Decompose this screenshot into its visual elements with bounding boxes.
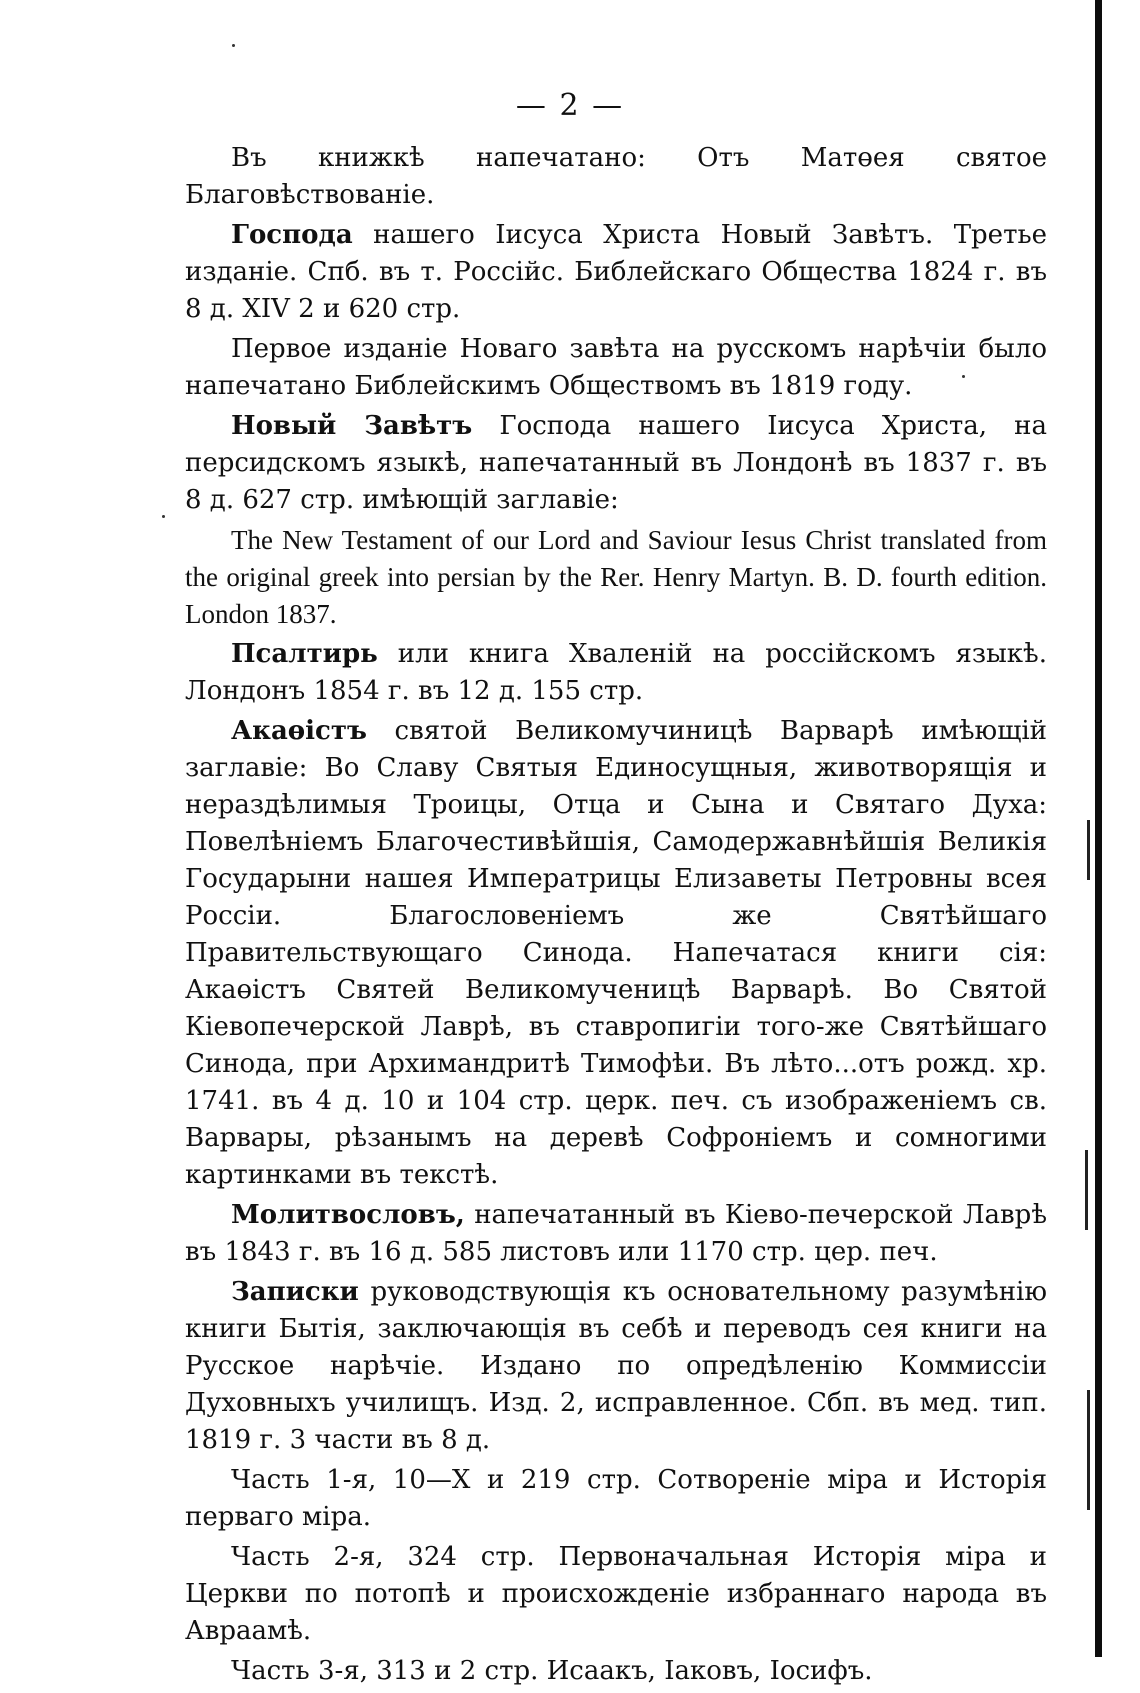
- entry-notes-genesis: [185, 1274, 1047, 1459]
- edge-mark: [1087, 820, 1090, 880]
- entry-text: Часть 2-я, 324 стр. Первоначальная Исторія міра и Церкви по потопѣ и происхожденіе избраннаго народа въ Авраамѣ.: [185, 1542, 1047, 1646]
- entry-text: напечатанный въ Кіево-печерской Лаврѣ въ 1843 г. въ 16 д. 585 листовъ или 1170 стр. цер. печ.: [185, 1200, 1048, 1267]
- entry-english-title: [185, 522, 1047, 633]
- entry-text: святой Великомучиницѣ Варварѣ имѣющій заглавіе: Во Славу Святыя Единосущныя, животворящія и нераздѣлимыя Троицы, Отца и Сына и Святаго Духа: Повелѣніемъ Благочестивѣйшія, Самодержавнѣйшія Великія Государыни нашея Императрицы Елизаветы Петровны всея Россіи. Благословеніемъ же Святѣйшаго Правительствующаго Синода. Напечатася книги сія: Акаөістъ Святей Великомученицѣ Варварѣ. Во Святой Кіевопечерской Лаврѣ, въ ставропигіи того-же Святѣйшаго Синода, при Архимандритѣ Тимофѣи. Въ лѣто...отъ рожд. хр. 1741. въ 4 д. 10 и 104 стр. церк. печ. съ изображеніемъ св. Варвары, рѣзанымъ на деревѣ Софроніемъ и сомногими картинками въ текстѣ.: [185, 716, 1048, 1190]
- entry-lead: Акаөістъ: [231, 716, 367, 746]
- print-speck: [232, 44, 235, 47]
- entry-text: Первое изданіе Новаго завѣта на русскомъ нарѣчіи было напечатано Библейскимъ Обществомъ въ 1819 году.: [185, 334, 1047, 401]
- entry-psalter: [185, 636, 1047, 710]
- entry-new-testament-1824: [185, 217, 1047, 328]
- entry-text: нашего Іисуса Христа Новый Завѣтъ. Третье изданіе. Спб. въ т. Россійс. Библейскаго Общества 1824 г. въ 8 д. XIV 2 и 620 стр.: [185, 220, 1047, 324]
- entry-part-2: [185, 1539, 1047, 1650]
- entry-lead: Госпoда: [231, 220, 353, 250]
- entry-text: Въ книжкѣ напечатано: Отъ Матөея святое Благовѣствованіе.: [185, 143, 1047, 210]
- entry-lead: Записки: [231, 1277, 359, 1307]
- entry-text: Господа нашего Іисуса Христа, на персидскомъ языкѣ, напечатанный въ Лондонѣ въ 1837 г. въ 8 д. 627 стр. имѣющій заглавіе:: [185, 411, 1047, 515]
- entry-text: или книга Хваленій на россійскомъ языкѣ. Лондонъ 1854 г. въ 12 д. 155 стр.: [185, 639, 1047, 706]
- entry-lead: Молитвословъ,: [231, 1200, 465, 1230]
- entry-akathist: [185, 713, 1047, 1194]
- entry-lead: Псалтирь: [231, 639, 378, 669]
- entry-text: The New Testament of our Lord and Saviour Iesus Christ translated from the original greek into persian by the Rer. Henry Martyn. B. D. fourth edition. London 1837.: [185, 525, 1047, 629]
- entry-text: руководствующія къ основательному разумѣнію книги Бытія, заключающія въ себѣ и переводъ сея книги на Русское нарѣчіе. Издано по опредѣленію Коммиссіи Духовныхъ училищъ. Изд. 2, исправленное. Сбп. въ мед. тип. 1819 г. 3 части въ 8 д.: [185, 1277, 1047, 1455]
- entry-part-3: [185, 1653, 1047, 1690]
- entry-first-edition-note: [185, 331, 1047, 405]
- entry-prayer-book: [185, 1197, 1047, 1271]
- page-edge-shadow: [1095, 0, 1102, 1657]
- edge-mark: [1087, 1390, 1090, 1510]
- entry-part-1: [185, 1462, 1047, 1536]
- print-speck: [162, 515, 165, 518]
- entry-lead: Новый Завѣтъ: [231, 411, 473, 441]
- edge-mark: [1085, 1150, 1088, 1230]
- entry-colophon: [185, 140, 1047, 214]
- page-body: [185, 140, 1047, 1693]
- entry-text: Часть 1-я, 10—X и 219 стр. Сотвореніе міра и Исторія перваго міра.: [185, 1465, 1047, 1532]
- page-number: — 2 —: [515, 88, 625, 123]
- entry-text: Часть 3-я, 313 и 2 стр. Исаакъ, Іаковъ, Іосифъ.: [231, 1656, 873, 1686]
- entry-persian-new-testament: [185, 408, 1047, 519]
